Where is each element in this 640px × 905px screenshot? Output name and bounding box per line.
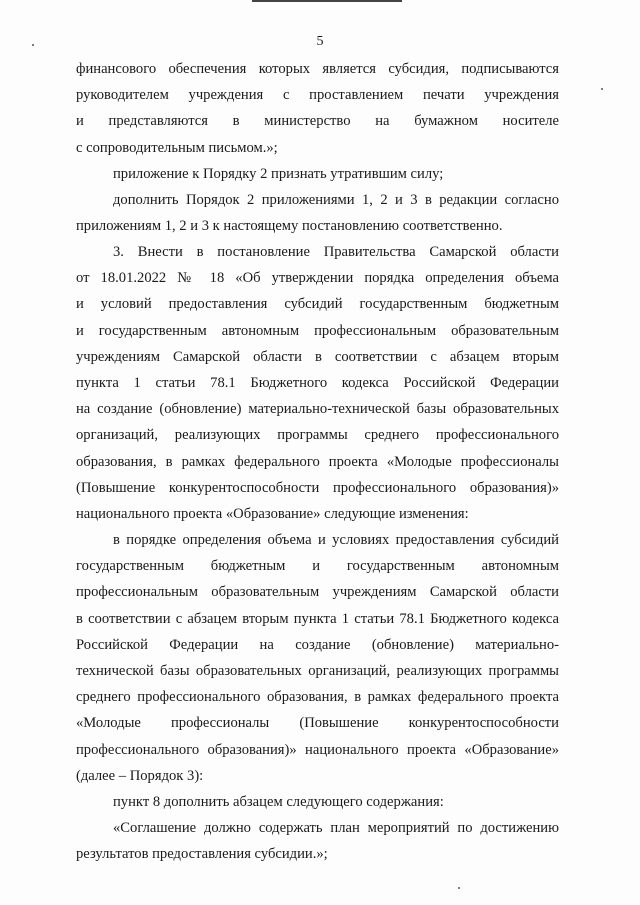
text-line: и государственным автономным профессиональным образовательным: [76, 322, 559, 339]
text-line: в порядке определения объема и условиях предоставления субсидий: [113, 532, 559, 548]
text-line: в соответствии с абзацем вторым пункта 1 статьи 78.1 Бюджетного кодекса: [76, 610, 559, 627]
text-line: и условий предоставления субсидий государственным бюджетным: [76, 296, 559, 313]
text-line: руководителем учреждения с проставлением печати учреждения: [76, 87, 559, 104]
paragraph-quote: [76, 815, 559, 867]
paragraph-order-3: [76, 527, 559, 789]
text-line: (Повышение конкурентоспособности профессионального образования)»: [76, 479, 559, 496]
text-line: Российской Федерации на создание (обновление) материально-: [76, 636, 559, 653]
text-line: с сопроводительным письмом.»;: [76, 139, 278, 156]
paragraph-add-appendices: [76, 187, 559, 239]
text-line: на создание (обновление) материально-технической базы образовательных: [76, 401, 559, 418]
text-line: финансового обеспечения которых является субсидия, подписываются: [76, 61, 559, 77]
paragraph-item-3: [76, 239, 559, 527]
paragraph-continuation: [76, 56, 559, 161]
text-line: от 18.01.2022 № 18 «Об утверждении порядка определения объема: [76, 270, 559, 287]
text-line: 3. Внести в постановление Правительства Самарской области: [113, 244, 559, 260]
text-line: приложение к Порядку 2 признать утратившим силу;: [113, 166, 444, 182]
text-line: среднего профессионального образования, в рамках федерального проекта: [76, 689, 559, 706]
text-line: государственным бюджетным и государственным автономным: [76, 558, 559, 575]
text-line: пункта 1 статьи 78.1 Бюджетного кодекса Российской Федерации: [76, 375, 559, 392]
text-line: профессиональным образовательным учреждениям Самарской области: [76, 584, 559, 601]
text-line: профессионального образования)» национального проекта «Образование»: [76, 741, 559, 758]
text-line: учреждениям Самарской области в соответствии с абзацем вторым: [76, 348, 559, 365]
page-number: 5: [316, 34, 324, 49]
text-line: и представляются в министерство на бумажном носителе: [76, 113, 559, 130]
scan-speck: [601, 88, 603, 90]
text-line: дополнить Порядок 2 приложениями 1, 2 и 3 в редакции согласно: [113, 192, 559, 208]
text-line: результатов предоставления субсидии.»;: [76, 846, 328, 863]
text-line: организаций, реализующих программы среднего профессионального: [76, 427, 559, 444]
text-line: национального проекта «Образование» следующие изменения:: [76, 506, 469, 523]
text-line: образования, в рамках федерального проекта «Молодые профессионалы: [76, 453, 559, 470]
text-line: пункт 8 дополнить абзацем следующего содержания:: [113, 794, 444, 810]
text-line: (далее – Порядок 3):: [76, 767, 204, 784]
top-scan-edge: [252, 0, 402, 2]
text-line: технической базы образовательных организаций, реализующих программы: [76, 663, 559, 680]
text-line: «Соглашение должно содержать план мероприятий по достижению: [113, 820, 559, 836]
paragraph-appendix-void: [76, 161, 559, 187]
paragraph-item-8: [76, 789, 559, 815]
scan-speck: [458, 887, 460, 889]
text-line: «Молодые профессионалы (Повышение конкурентоспособности: [76, 715, 559, 732]
text-line: приложениям 1, 2 и 3 к настоящему постановлению соответственно.: [76, 218, 503, 235]
